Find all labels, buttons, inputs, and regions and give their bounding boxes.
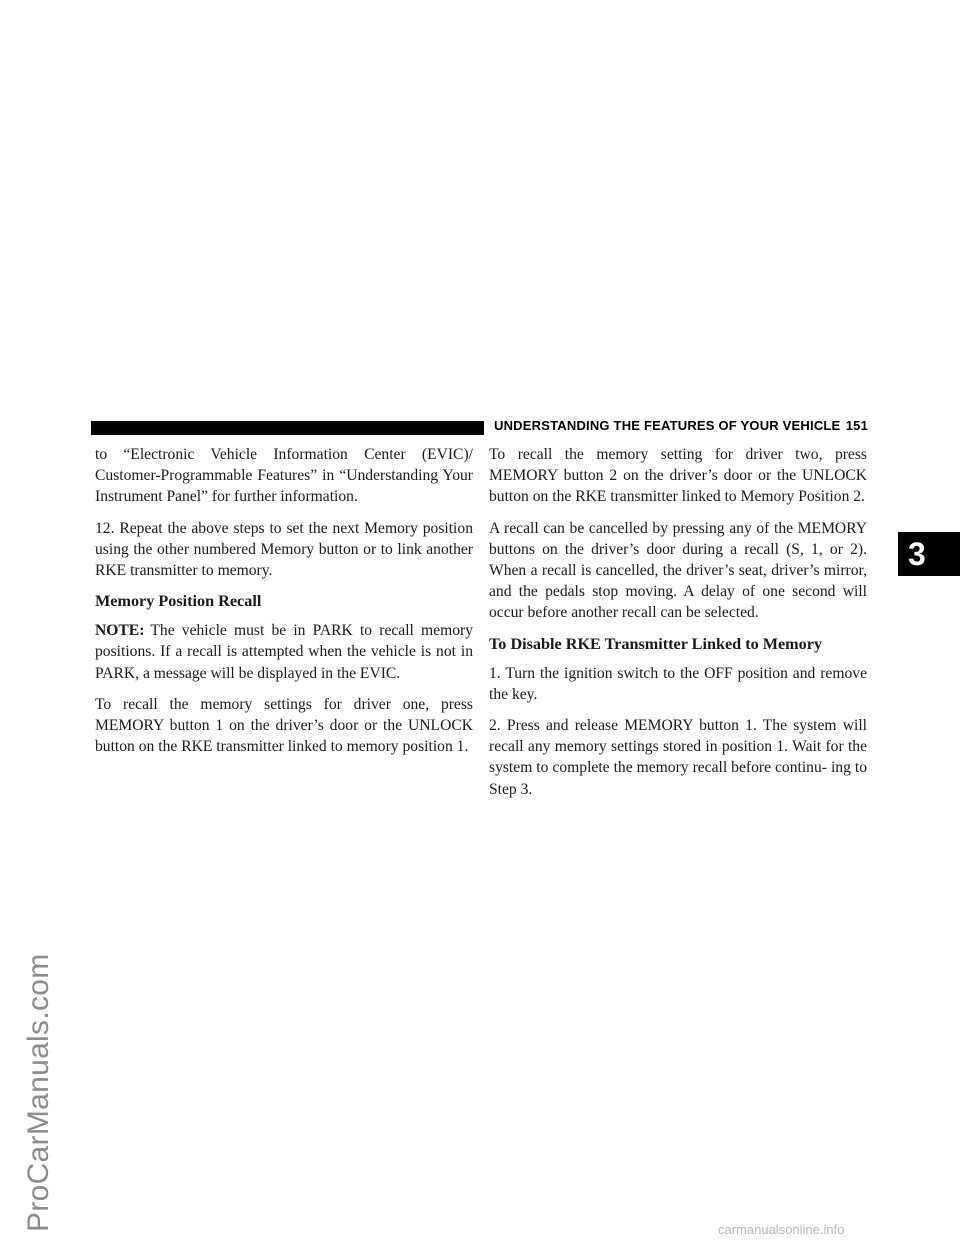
section-heading: To Disable RKE Transmitter Linked to Memory [489,634,823,653]
note-label: NOTE: [95,622,145,640]
side-watermark: ProCarManuals.com [22,953,55,1232]
header-rule-bar [91,421,484,435]
running-header [494,418,868,433]
page-number: 151 [845,418,868,433]
left-column [95,444,473,767]
footer-watermark: carmanualsonline.info [718,1222,845,1237]
note-text: The vehicle must be in PARK to recall memory positions. If a recall is attempted when the vehicle is not in PARK, a message will be displayed in the EVIC. [95,622,473,682]
paragraph: 12. Repeat the above steps to set the next Memory position using the other numbered Memory button or to link another RKE transmitter to memory. [95,519,473,580]
note-paragraph [95,620,473,684]
paragraph: 2. Press and release MEMORY button 1. The system will recall any memory settings stored in position 1. Wait for the system to complete the memory recall before continu- ing to Step 3. [489,717,867,798]
paragraph: To recall the memory settings for driver one, press MEMORY button 1 on the driver’s door or the UNLOCK button on the RKE transmitter linked to memory position 1. [95,695,473,756]
paragraph: To recall the memory setting for driver two, press MEMORY button 2 on the driver’s door or the UNLOCK button on the RKE transmitter linked to Memory Position 2. [489,446,867,506]
chapter-tab: 3 [898,532,960,576]
right-column [489,444,867,810]
paragraph: A recall can be cancelled by pressing any of the MEMORY buttons on the driver’s door during a recall (S, 1, or 2). When a recall is cancelled, the driver’s seat, driver’s mirror, and the pedals stop moving. A delay of one second will occur before another recall can be selected. [489,519,867,622]
paragraph: 1. Turn the ignition switch to the OFF position and remove the key. [489,664,867,703]
section-title: UNDERSTANDING THE FEATURES OF YOUR VEHICLE [494,418,841,433]
section-heading: Memory Position Recall [95,592,262,611]
paragraph: to “Electronic Vehicle Information Center (EVIC)/ Customer-Programmable Features” in “Understanding Your Instrument Panel” for further information. [95,446,473,506]
